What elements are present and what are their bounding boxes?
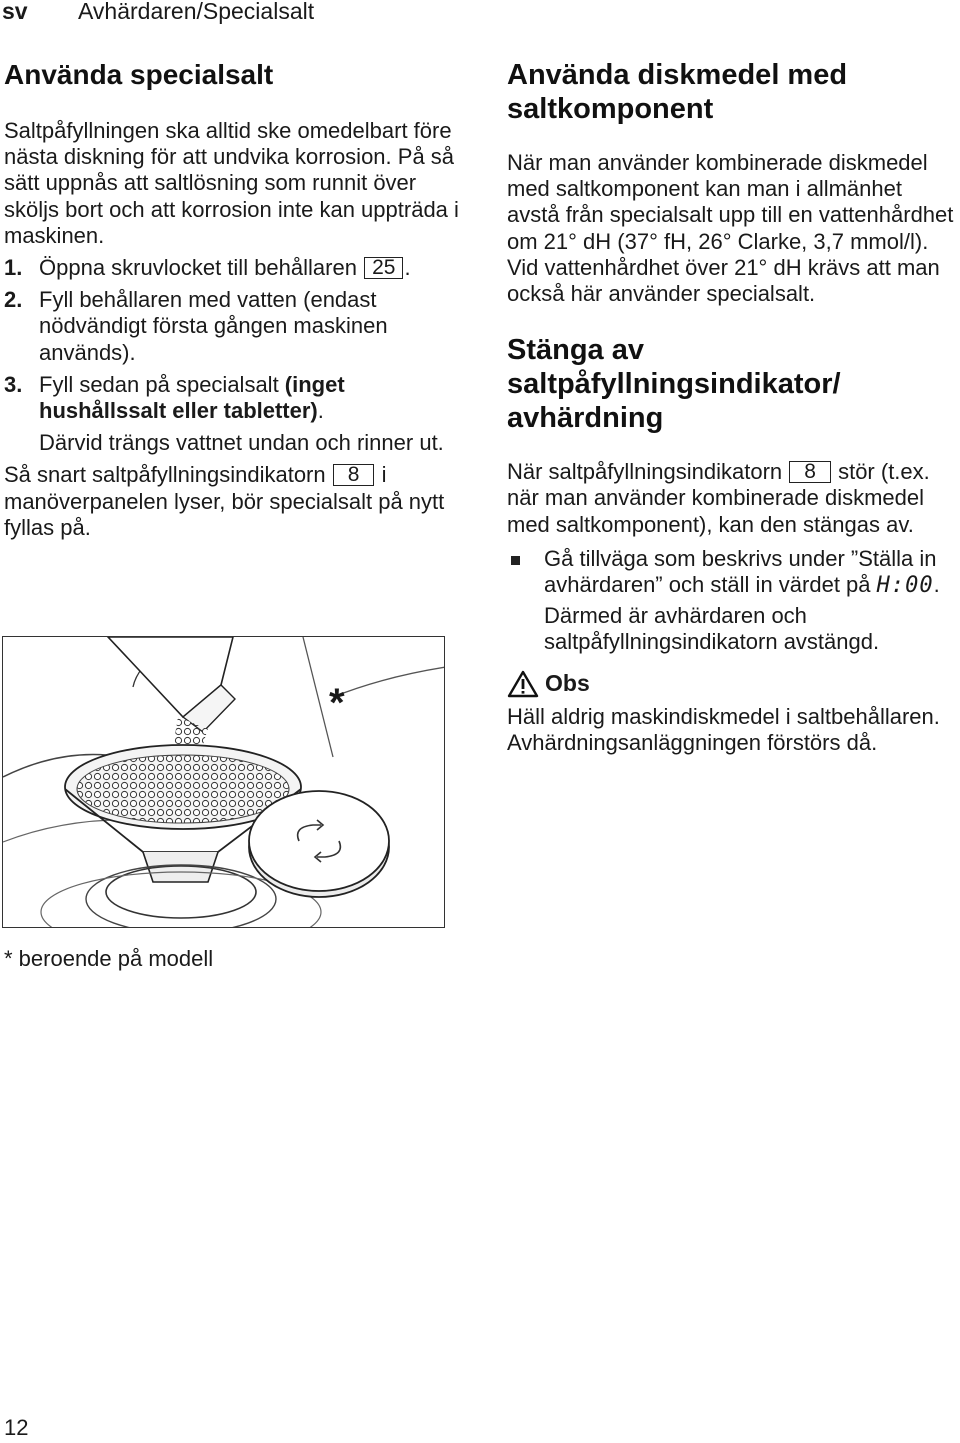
bullet-note: Därmed är avhärdaren och saltpåfyllningsindikatorn avstängd. (544, 603, 880, 655)
funnel-drawing (3, 637, 445, 928)
warning-label: Obs (545, 670, 590, 697)
step-number: 1. (4, 255, 23, 281)
step-text: Fyll behållaren med vatten (endast nödvändigt första gången maskinen används). (39, 287, 388, 365)
warning-text: Häll aldrig maskindiskmedel i saltbehållaren. Avhärdningsanläggningen förstörs då. (507, 703, 940, 755)
indicator-reference-box: 8 (333, 464, 375, 486)
heading-use-special-salt: Använda specialsalt (4, 59, 274, 90)
warning-triangle-icon (507, 670, 539, 698)
step-text: Fyll sedan på specialsalt (39, 371, 285, 397)
indicator-text-pre: Så snart saltpåfyllningsindikatorn (4, 462, 326, 488)
step-note: Därvid trängs vattnet undan och rinner ut. (39, 430, 444, 456)
step-number: 3. (4, 371, 23, 397)
footnote: * beroende på modell (4, 946, 214, 971)
heading-disable-indicator: Stänga av saltpåfyllningsindikator/ avhärdning (507, 334, 841, 435)
step-number: 2. (4, 287, 23, 313)
disable-text-pre: När saltpåfyllningsindikatorn (507, 459, 783, 485)
right-column (507, 58, 960, 756)
instruction-bullet (507, 546, 960, 656)
indicator-paragraph (4, 462, 474, 541)
language-code: sv (2, 0, 28, 24)
step-3 (4, 372, 474, 457)
heading-combined-detergent: Använda diskmedel med saltkomponent (507, 59, 848, 125)
page-number: 12 (4, 1415, 29, 1440)
indicator-reference-box: 8 (789, 461, 831, 483)
step-1 (4, 255, 474, 281)
bullet-tail: . (933, 572, 940, 598)
reference-box: 25 (364, 257, 403, 279)
salt-filling-illustration (2, 636, 445, 928)
step-tail: . (404, 255, 411, 281)
disable-text-post: stör (t.ex. när man använder kombinerade diskmedel med saltkomponent), kan den stängas av. (507, 459, 930, 537)
combined-detergent-paragraph: När man använder kombinerade diskmedel med saltkomponent kan man i allmänhet avstå från specialsalt upp till en vattenhårdhet om 21° dH (37° fH, 26° Clarke, 3,7 mmol/l). Vid vattenhårdhet över 21° dH krävs att man också här använder specialsalt. (507, 150, 954, 307)
model-dependent-asterisk: * (329, 681, 345, 725)
step-text: Öppna skruvlocket till behållaren (39, 255, 357, 281)
disable-indicator-paragraph (507, 459, 960, 538)
left-column (4, 58, 474, 541)
indicator-text-post: i manöverpanelen lyser, bör specialsalt på nytt fyllas på. (4, 462, 445, 540)
section-title: Avhärdaren/Specialsalt (78, 0, 315, 24)
display-value-h00: H:00 (876, 573, 934, 599)
step-tail: . (317, 398, 324, 424)
warning-header (507, 670, 960, 698)
step-bold-text: (inget hushållssalt eller tabletter) (39, 371, 345, 424)
step-2 (4, 287, 474, 366)
bullet-square-icon (511, 556, 520, 565)
intro-paragraph: Saltpåfyllningen ska alltid ske omedelbart före nästa diskning för att undvika korrosion. På så sätt uppnås att saltlösning som runnit över sköljs bort och att korrosion inte kan uppträda i maskinen. (4, 118, 459, 248)
bullet-text: Gå tillväga som beskrivs under ”Ställa in avhärdaren” och ställ in värdet på (544, 545, 937, 598)
